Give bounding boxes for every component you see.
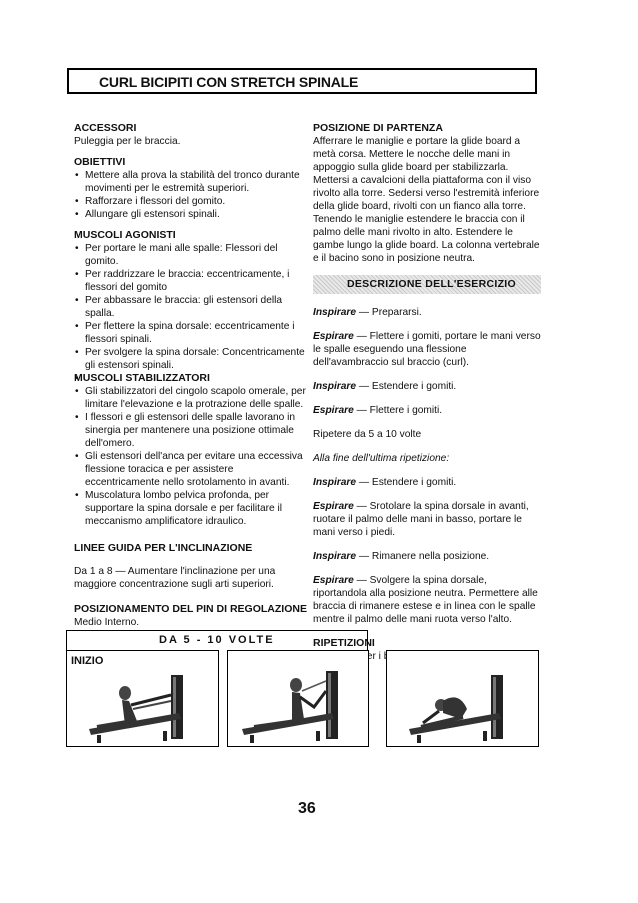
list-item: • Muscolatura lombo pelvica profonda, per supportare la spina dorsale e per facilitare il meccanismo amplificatore idraulico. — [74, 489, 309, 528]
step-text: — Prepararsi. — [356, 307, 422, 318]
step-text: — Flettere i gomiti. — [353, 405, 443, 416]
repetitions-banner — [66, 630, 368, 651]
exercise-image-start — [66, 650, 219, 747]
list-item: • Per raddrizzare le braccia: eccentricamente, i flessori del gomito — [74, 268, 309, 294]
title-box — [67, 68, 537, 94]
pin-text: Medio Interno. — [74, 617, 140, 628]
step-label: Inspirare — [313, 551, 357, 562]
list-item: • Rafforzare i flessori del gomito. — [74, 195, 309, 208]
step-label: Espirare — [313, 331, 354, 342]
step-label: Espirare — [313, 501, 354, 512]
step-label: Espirare — [313, 575, 354, 586]
section-agonisti — [74, 229, 309, 372]
linee-guida-text: Da 1 a 8 — Aumentare l'inclinazione per una maggiore concentrazione sugli arti superiori. — [74, 566, 276, 590]
inizio-label: INIZIO — [71, 655, 104, 667]
page-title: CURL BICIPITI CON STRETCH SPINALE — [99, 74, 359, 90]
step-label: Inspirare — [313, 477, 357, 488]
exercise-image-stretch — [386, 650, 539, 747]
heading-stabilizzatori: MUSCOLI STABILIZZATORI — [74, 372, 210, 384]
agonisti-list — [74, 242, 309, 372]
step-10 — [313, 574, 541, 626]
step-5 — [313, 428, 541, 441]
step-label: Espirare — [313, 405, 354, 416]
stabilizzatori-list — [74, 385, 309, 528]
step-9 — [313, 550, 541, 563]
list-item: • Gli estensori dell'anca per evitare una eccessiva flessione toracica e per assistere eccentricamente nello srotolamento in avanti. — [74, 450, 309, 489]
step-text: — Flettere i gomiti, portare le mani verso le spalle eseguendo una flessione dell'avambraccio sul braccio (curl). — [313, 331, 541, 368]
exercise-illustration-3 — [387, 651, 538, 746]
left-column — [74, 122, 309, 637]
step-4 — [313, 404, 541, 417]
exercise-illustration-2 — [228, 651, 368, 746]
list-item: • Per abbassare le braccia: gli estensori della spalla. — [74, 294, 309, 320]
list-item: • Per portare le mani alle spalle: Flessori del gomito. — [74, 242, 309, 268]
heading-accessori: ACCESSORI — [74, 122, 137, 134]
descrizione-heading: DESCRIZIONE DELL'ESERCIZIO — [347, 278, 516, 290]
heading-pin: POSIZIONAMENTO DEL PIN DI REGOLAZIONE — [74, 603, 307, 615]
step-text: — Srotolare la spina dorsale in avanti, ruotare il palmo delle mani in basso, portare le mani verso i piedi. — [313, 501, 529, 538]
step-label: Inspirare — [313, 307, 357, 318]
section-obiettivi — [74, 156, 309, 221]
step-3 — [313, 380, 541, 393]
step-text: Ripetere da 5 a 10 volte — [313, 429, 422, 440]
step-text: — Svolgere la spina dorsale, riportandola alla posizione neutra. Permettere alle braccia di rimanere estese e in linea con le spalle mentre il palmo delle mani ruota verso l'alto. — [313, 575, 538, 625]
posizione-text: Afferrare le maniglie e portare la glide board a metà corsa. Mettere le nocche delle mani in appoggio sulla glide board per stabilizzarla. Mettersi a cavalcioni della piattaforma con il viso rivolto alla torre. Sedersi verso l'estremità inferiore della glide board, rivolti con un fianco alla torre. Tenendo le maniglie estendere le braccia con il palmo delle mani rivolto in alto. Estendere le gambe lungo la glide board. La colonna vertebrale e il bacino sono in posizione neutra. — [313, 136, 540, 264]
step-6 — [313, 452, 541, 465]
right-column — [313, 122, 541, 671]
list-item: • Mettere alla prova la stabilità del tronco durante movimenti per le estremità superiori. — [74, 169, 309, 195]
obiettivi-list — [74, 169, 309, 221]
list-item: • Allungare gli estensori spinali. — [74, 208, 309, 221]
list-item: • Per svolgere la spina dorsale: Concentricamente gli estensori spinali. — [74, 346, 309, 372]
step-7 — [313, 476, 541, 489]
heading-obiettivi: OBIETTIVI — [74, 156, 126, 168]
descrizione-band — [313, 275, 541, 294]
exercise-illustration-1 — [67, 651, 218, 746]
heading-ripetizioni: RIPETIZIONI — [313, 637, 375, 649]
section-pin — [74, 603, 309, 629]
step-text: — Estendere i gomiti. — [356, 477, 457, 488]
heading-posizione: POSIZIONE DI PARTENZA — [313, 122, 443, 134]
exercise-image-curl — [227, 650, 369, 747]
ripetizioni-text: i — [378, 651, 381, 662]
repetitions-text: DA 5 - 10 VOLTE — [159, 634, 275, 646]
step-text: — Estendere i gomiti. — [356, 381, 457, 392]
step-label: Inspirare — [313, 381, 357, 392]
list-item: • Per flettere la spina dorsale: eccentricamente i flessori spinali. — [74, 320, 309, 346]
step-2 — [313, 330, 541, 369]
step-8 — [313, 500, 541, 539]
step-1 — [313, 306, 541, 319]
step-text: Alla fine dell'ultima ripetizione: — [313, 453, 450, 464]
section-stabilizzatori — [74, 372, 309, 528]
heading-agonisti: MUSCOLI AGONISTI — [74, 229, 176, 241]
page-number: 36 — [298, 800, 316, 817]
step-text: — Rimanere nella posizione. — [356, 551, 490, 562]
section-accessori — [74, 122, 309, 148]
accessori-text: Puleggia per le braccia. — [74, 136, 181, 147]
list-item: • Gli stabilizzatori del cingolo scapolo omerale, per limitare l'elevazione e la protrazione delle spalle. — [74, 385, 309, 411]
heading-linee-guida: LINEE GUIDA PER L'INCLINAZIONE — [74, 542, 253, 554]
section-linee-guida — [74, 542, 309, 591]
section-posizione — [313, 122, 541, 265]
list-item: • I flessori e gli estensori delle spalle lavorano in sinergia per mantenere una posizione ottimale dell'omero. — [74, 411, 309, 450]
